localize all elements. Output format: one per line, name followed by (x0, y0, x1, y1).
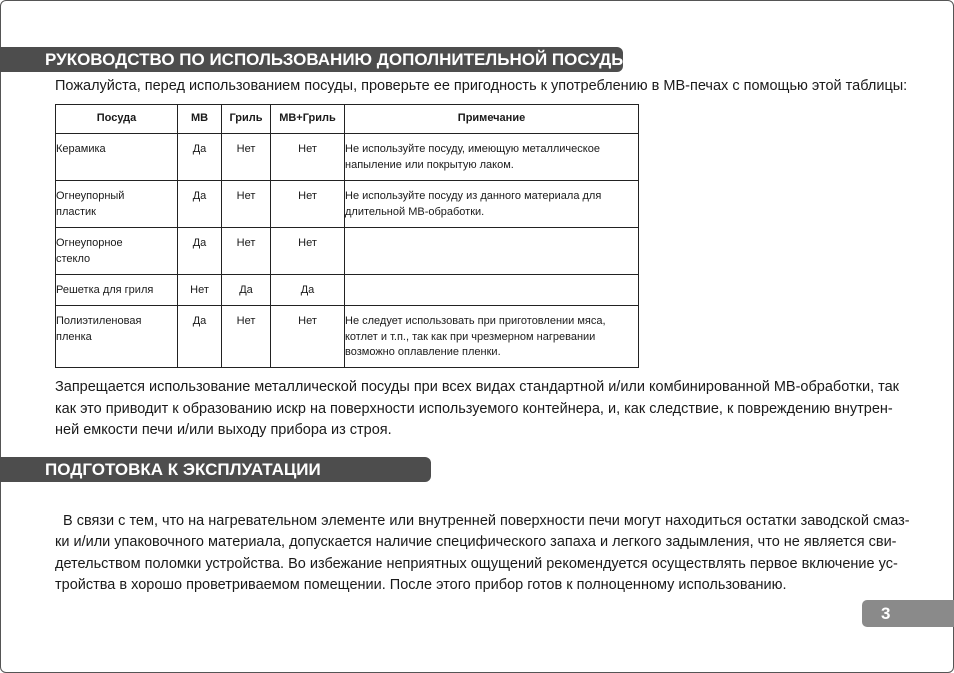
cookware-name-cell (56, 275, 178, 306)
mw-grill-cell: Нет (271, 306, 345, 368)
header-mw-grill: МВ+Гриль (271, 105, 345, 134)
note-cell (345, 228, 639, 275)
cookware-name-line: стекло (56, 252, 91, 265)
header-note: Примечание (345, 105, 639, 134)
metal-cookware-warning (55, 377, 910, 442)
mw-grill-cell: Нет (271, 228, 345, 275)
table-row (56, 181, 639, 228)
note-cell (345, 275, 639, 306)
cookware-name-line: Керамика (56, 143, 106, 155)
cookware-name-line: Огнеупорный (56, 190, 125, 202)
note-line: Не используйте посуду из данного материала для (345, 190, 602, 202)
section-title-preparation: ПОДГОТОВКА К ЭКСПЛУАТАЦИИ (0, 457, 431, 482)
cookware-table (55, 104, 639, 368)
mw-grill-cell: Да (271, 275, 345, 306)
section-title-cookware: РУКОВОДСТВО ПО ИСПОЛЬЗОВАНИЮ ДОПОЛНИТЕЛЬНОЙ ПОСУДЫ (0, 47, 623, 72)
mw-cell: Нет (178, 275, 222, 306)
grill-cell: Да (222, 275, 271, 306)
cookware-name-cell (56, 228, 178, 275)
grill-cell: Нет (222, 306, 271, 368)
mw-cell: Да (178, 134, 222, 181)
note-cell (345, 306, 639, 368)
note-line: котлет и т.п., так как при чрезмерном нагревании (345, 330, 596, 343)
mw-cell: Да (178, 228, 222, 275)
table-header-row (56, 105, 639, 134)
table-row (56, 134, 639, 181)
warning-line: как это приводит к образованию искр на поверхности используемого контейнера, и, как следствие, к повреждению внутрен- (55, 400, 893, 417)
grill-cell: Нет (222, 134, 271, 181)
warning-line: Запрещается использование металлической посуды при всех видах стандартной и/или комбинированной МВ-обработки, так (55, 379, 900, 395)
cookware-name-line: Огнеупорное (56, 237, 123, 249)
cookware-name-line: Решетка для гриля (56, 284, 154, 296)
note-cell (345, 181, 639, 228)
cookware-name-cell (56, 306, 178, 368)
cookware-name-line: Полиэтиленовая (56, 315, 142, 327)
page-number: 3 (862, 600, 954, 627)
cookware-name-line: пленка (56, 330, 92, 343)
mw-grill-cell: Нет (271, 134, 345, 181)
note-cell (345, 134, 639, 181)
note-line: напыление или покрытую лаком. (345, 158, 514, 171)
mw-cell: Да (178, 181, 222, 228)
header-mw: МВ (178, 105, 222, 134)
note-line: Не используйте посуду, имеющую металлическое (345, 143, 600, 155)
note-line: Не следует использовать при приготовлении мяса, (345, 315, 606, 327)
header-cookware: Посуда (56, 105, 178, 134)
table-row (56, 275, 639, 306)
mw-cell: Да (178, 306, 222, 368)
note-line: длительной МВ-обработки. (345, 205, 485, 218)
table-row (56, 306, 639, 368)
preparation-line: тройства в хорошо проветриваемом помещении. После этого прибор готов к полноценному использованию. (55, 577, 787, 593)
mw-grill-cell: Нет (271, 181, 345, 228)
grill-cell: Нет (222, 181, 271, 228)
preparation-line: В связи с тем, что на нагревательном элементе или внутренней поверхности печи могут находиться остатки заводской смаз- (55, 512, 910, 529)
grill-cell: Нет (222, 228, 271, 275)
preparation-line: ки и/или упаковочного материала, допускается наличие специфического запаха и легкого задымления, что не является сви- (55, 534, 897, 550)
warning-line: ней емкости печи и/или выходу прибора из строя. (55, 422, 392, 438)
intro-text: Пожалуйста, перед использованием посуды, проверьте ее пригодность к употреблению в МВ-печах с помощью этой таблицы: (55, 78, 908, 94)
preparation-text (55, 489, 910, 618)
header-grill: Гриль (222, 105, 271, 134)
note-line: возможно оплавление пленки. (345, 346, 501, 358)
cookware-name-cell (56, 134, 178, 181)
table-row (56, 228, 639, 275)
cookware-name-cell (56, 181, 178, 228)
cookware-name-line: пластик (56, 205, 96, 218)
preparation-line: детельством поломки устройства. Во избежание неприятных ощущений рекомендуется осуществлять первое включение ус- (55, 555, 898, 572)
